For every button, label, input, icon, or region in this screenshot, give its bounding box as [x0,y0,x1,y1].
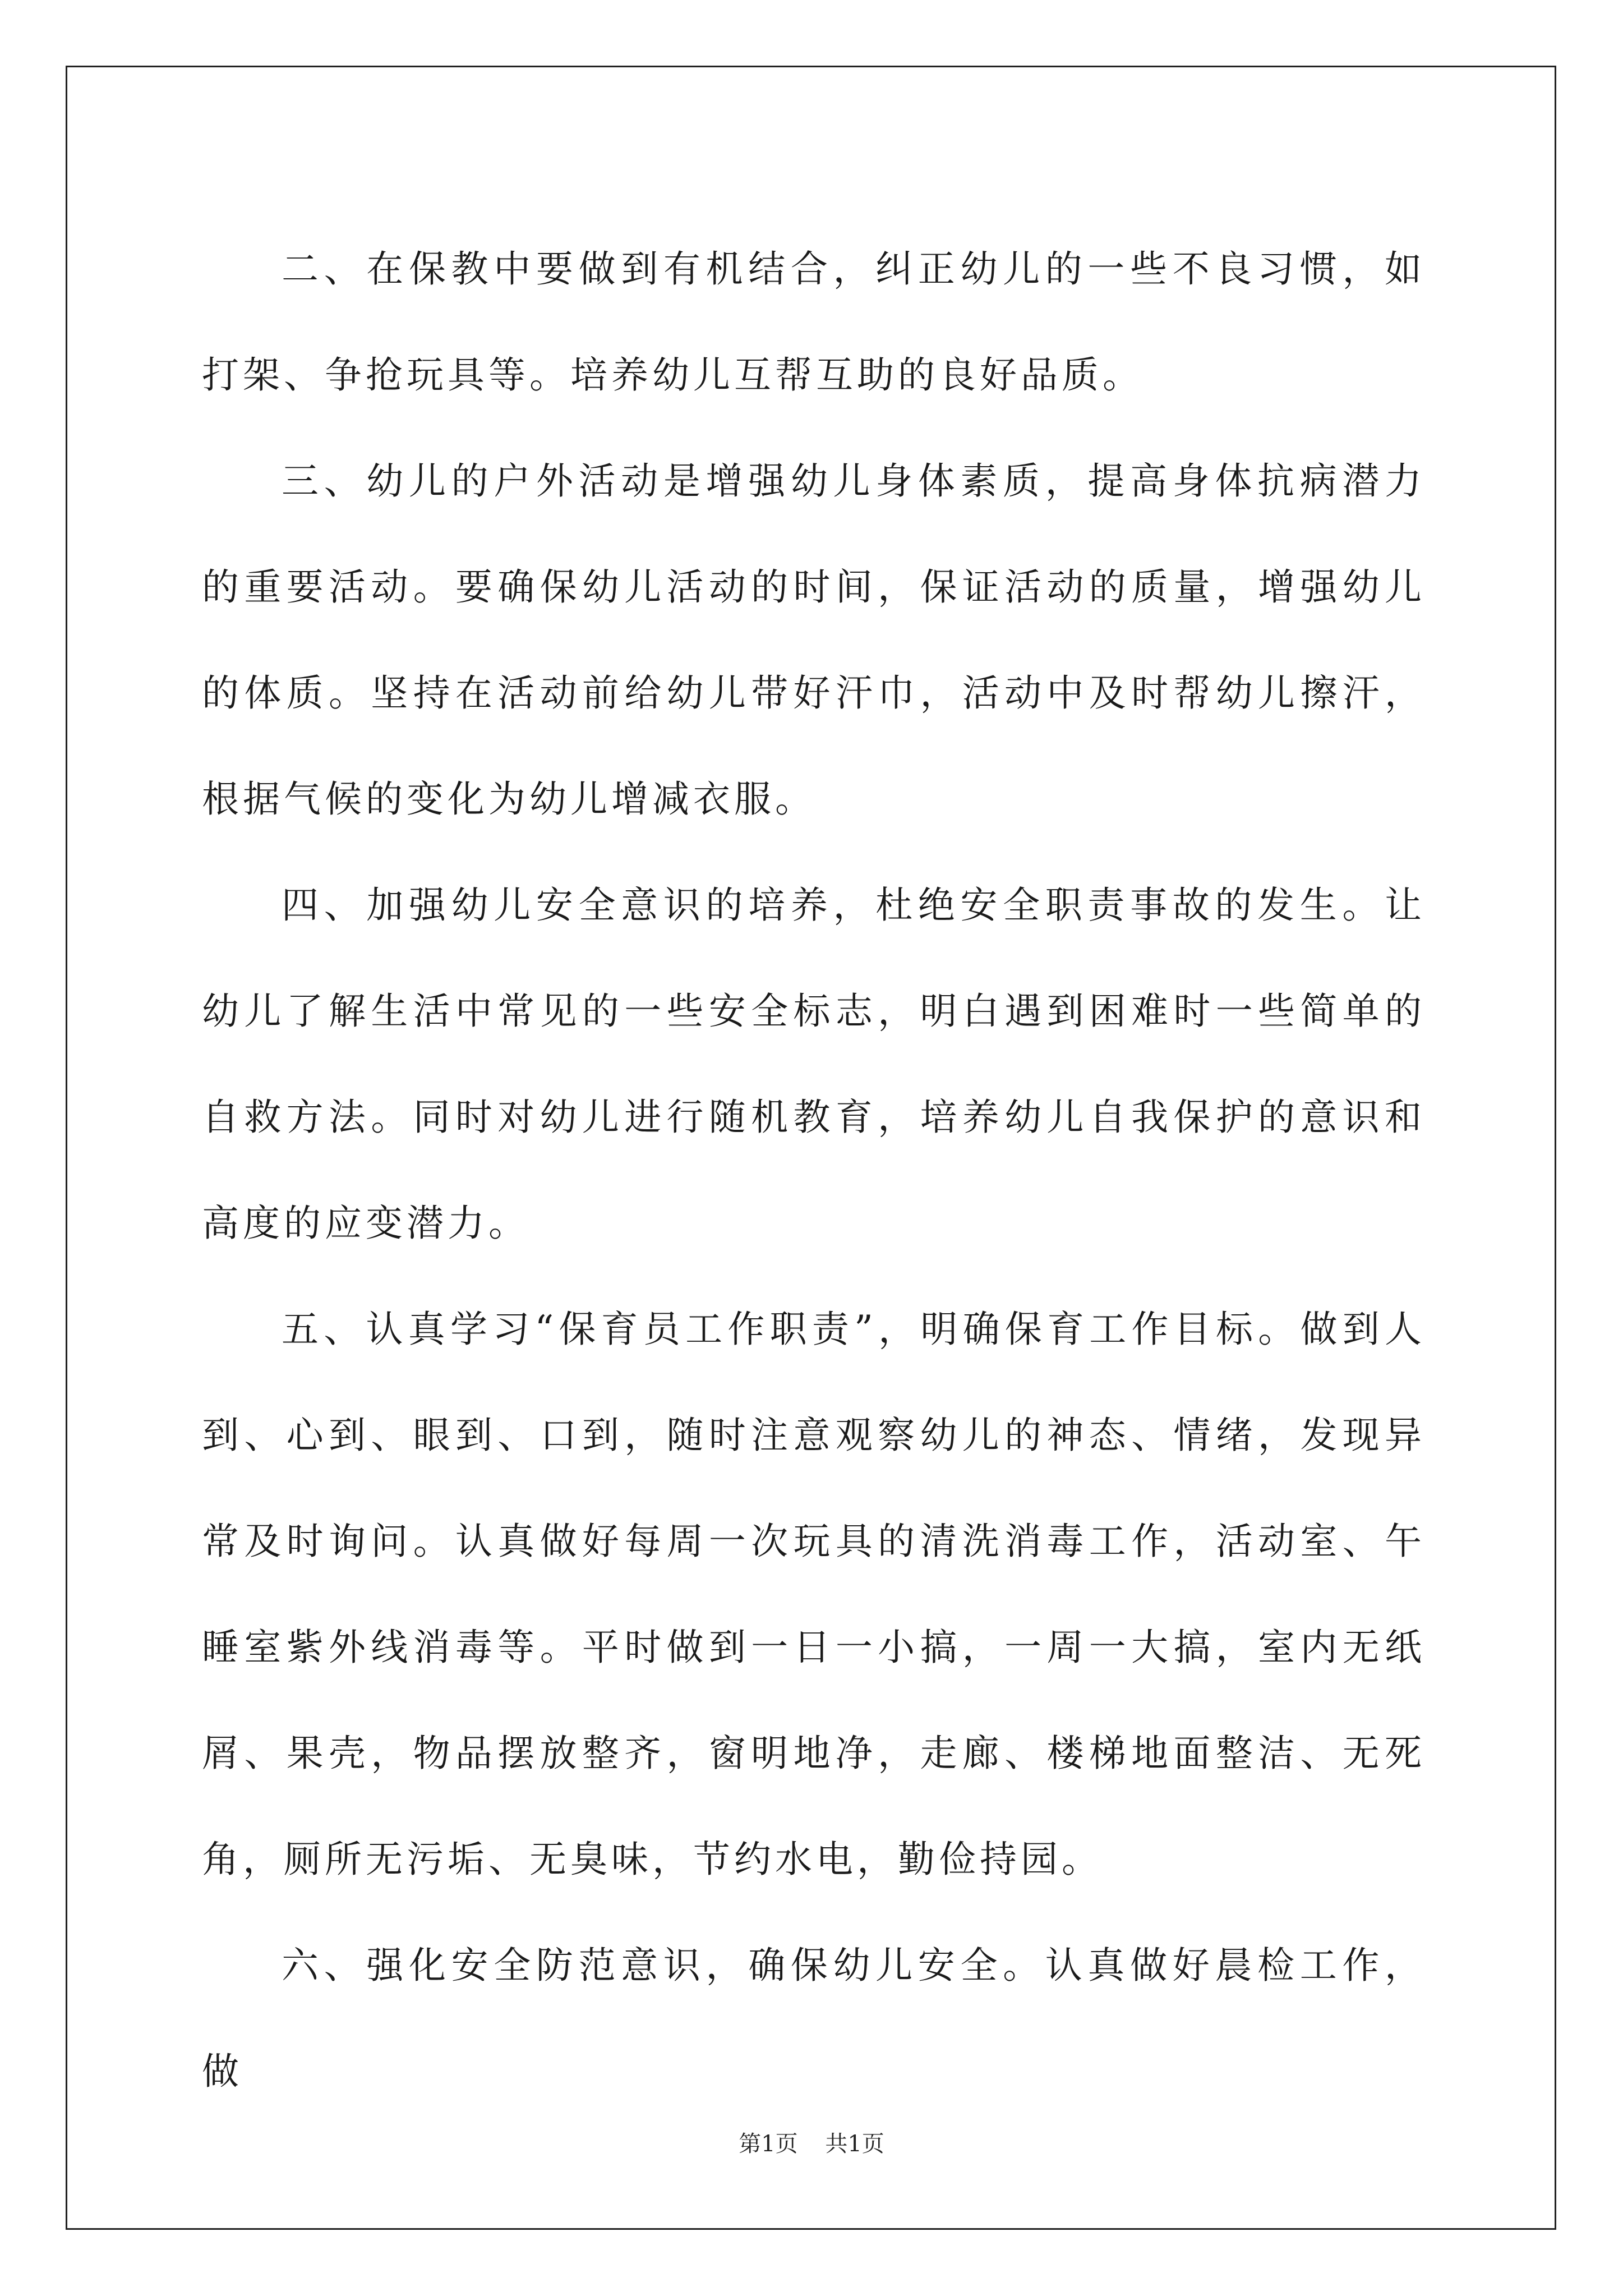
paragraph-5: 五、认真学习“保育员工作职责”，明确保育工作目标。做到人到、心到、眼到、口到，随时注意观察幼儿的神态、情绪，发现异常及时询问。认真做好每周一次玩具的清洗消毒工作，活动室、午睡室紫外线消毒等。平时做到一日一小搞，一周一大搞，室内无纸屑、果壳，物品摆放整齐，窗明地净，走廊、楼梯地面整洁、无死角，厕所无污垢、无臭味，节约水电，勤俭持园。 [202,1308,1426,1881]
paragraph-3: 三、幼儿的户外活动是增强幼儿身体素质，提高身体抗病潜力的重要活动。要确保幼儿活动的时间，保证活动的质量，增强幼儿的体质。坚持在活动前给幼儿带好汗巾，活动中及时帮幼儿擦汗，根据气候的变化为幼儿增减衣服。 [202,459,1426,821]
paragraph-2: 二、在保教中要做到有机结合，纠正幼儿的一些不良习惯，如打架、争抢玩具等。培养幼儿互帮互助的良好品质。 [202,247,1426,397]
document-body [202,216,1426,2124]
page-number-current: 第1页 [739,2131,798,2157]
page-footer [0,2126,1623,2158]
page-number-total: 共1页 [825,2131,884,2157]
paragraph-6: 六、强化安全防范意识，确保幼儿安全。认真做好晨检工作，做 [202,1944,1426,2093]
paragraph-4: 四、加强幼儿安全意识的培养，杜绝安全职责事故的发生。让幼儿了解生活中常见的一些安全标志，明白遇到困难时一些简单的自救方法。同时对幼儿进行随机教育，培养幼儿自我保护的意识和高度的应变潜力。 [202,884,1426,1245]
